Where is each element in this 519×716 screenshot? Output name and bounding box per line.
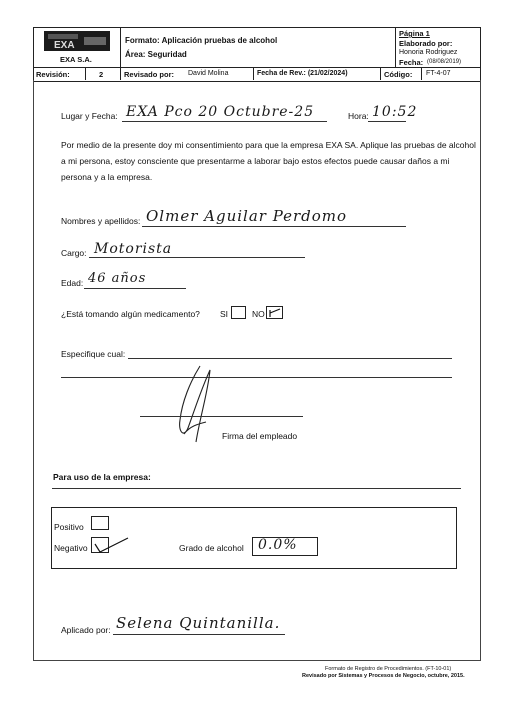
header-divider — [33, 67, 480, 68]
time-label: Hora: — [348, 111, 369, 121]
format-title: Formato: Aplicación pruebas de alcohol — [125, 36, 278, 45]
header-divider — [395, 27, 396, 67]
no-label: NO — [252, 309, 265, 319]
name-value[interactable]: Olmer Aguilar Perdomo — [146, 207, 348, 225]
positive-checkbox[interactable] — [91, 516, 109, 530]
header-divider — [85, 67, 86, 80]
role-value[interactable]: Motorista — [94, 241, 173, 257]
check-mark-icon — [92, 534, 122, 554]
place-date-value[interactable]: EXA Pco 20 Octubre-25 — [126, 104, 315, 120]
time-value[interactable]: 10:52 — [372, 104, 418, 120]
age-line — [84, 288, 186, 289]
revision-value: 2 — [99, 70, 104, 79]
company-use-label: Para uso de la empresa: — [53, 472, 151, 482]
employee-signature — [170, 362, 230, 452]
reviewed-by-label: Revisado por: — [124, 70, 175, 79]
prepared-by-label: Elaborado por: — [399, 39, 453, 48]
company-use-line — [52, 488, 461, 489]
consent-paragraph: Por medio de la presente doy mi consentimiento para que la empresa EXA SA. Aplique las pruebas de alcohol a mi persona, estoy consciente que presentarme a laborar bajo estos efectos puede causar daños a mi persona y a la empresa. — [61, 140, 476, 182]
specify-line-2 — [61, 377, 452, 378]
place-date-line — [122, 121, 327, 122]
company-name: EXA S.A. — [60, 55, 92, 64]
negative-label: Negativo — [54, 543, 88, 553]
reviewed-by-value: David Molina — [188, 70, 229, 77]
footer-line-2: Revisado por Sistemas y Procesos de Negocio, octubre, 2015. — [302, 673, 465, 679]
header-date-value: (08/08/2019) — [427, 59, 462, 65]
place-date-label: Lugar y Fecha: — [61, 111, 118, 121]
applied-by-label: Aplicado por: — [61, 625, 111, 635]
alcohol-level-value[interactable]: 0.0% — [258, 537, 298, 553]
age-value[interactable]: 46 años — [88, 271, 147, 286]
signature-line — [140, 416, 303, 417]
revision-label: Revisión: — [36, 70, 70, 79]
age-label: Edad: — [61, 278, 84, 288]
positive-label: Positivo — [54, 522, 84, 532]
medication-label: ¿Está tomando algún medicamento? — [61, 309, 200, 319]
footer-line-1: Formato de Registro de Procedimientos. (FT-10-01) — [325, 666, 452, 672]
page-number: Página 1 — [399, 29, 430, 38]
role-line — [89, 257, 305, 258]
header-date-label: Fecha: — [399, 58, 424, 67]
applied-by-value[interactable]: Selena Quintanilla. — [116, 614, 281, 632]
specify-line — [128, 358, 452, 359]
name-line — [142, 226, 406, 227]
specify-label: Especifique cual: — [61, 349, 126, 359]
header-divider — [253, 67, 254, 80]
yes-label: SI — [220, 309, 229, 319]
area-label: Área: Seguridad — [125, 50, 187, 59]
company-logo — [44, 31, 110, 51]
no-checkbox[interactable] — [266, 306, 283, 319]
applied-by-line — [113, 634, 285, 635]
header-divider — [120, 67, 121, 80]
prepared-by-name: Honoria Rodriguez — [399, 49, 458, 56]
signature-label: Firma del empleado — [222, 431, 298, 441]
time-line — [368, 121, 406, 122]
revision-date: Fecha de Rev.: (21/02/2024) — [257, 70, 348, 77]
negative-checkbox[interactable] — [91, 537, 109, 553]
yes-checkbox[interactable] — [231, 306, 246, 319]
alcohol-level-label: Grado de alcohol — [179, 543, 244, 553]
code-label: Código: — [384, 70, 413, 79]
check-mark-icon — [267, 307, 282, 318]
name-label: Nombres y apellidos: — [61, 216, 141, 226]
header-divider — [380, 67, 381, 80]
role-label: Cargo: — [61, 248, 87, 258]
logo-text: EXA — [54, 40, 75, 51]
header-divider — [421, 67, 422, 80]
code-value: FT-4-07 — [426, 70, 451, 77]
